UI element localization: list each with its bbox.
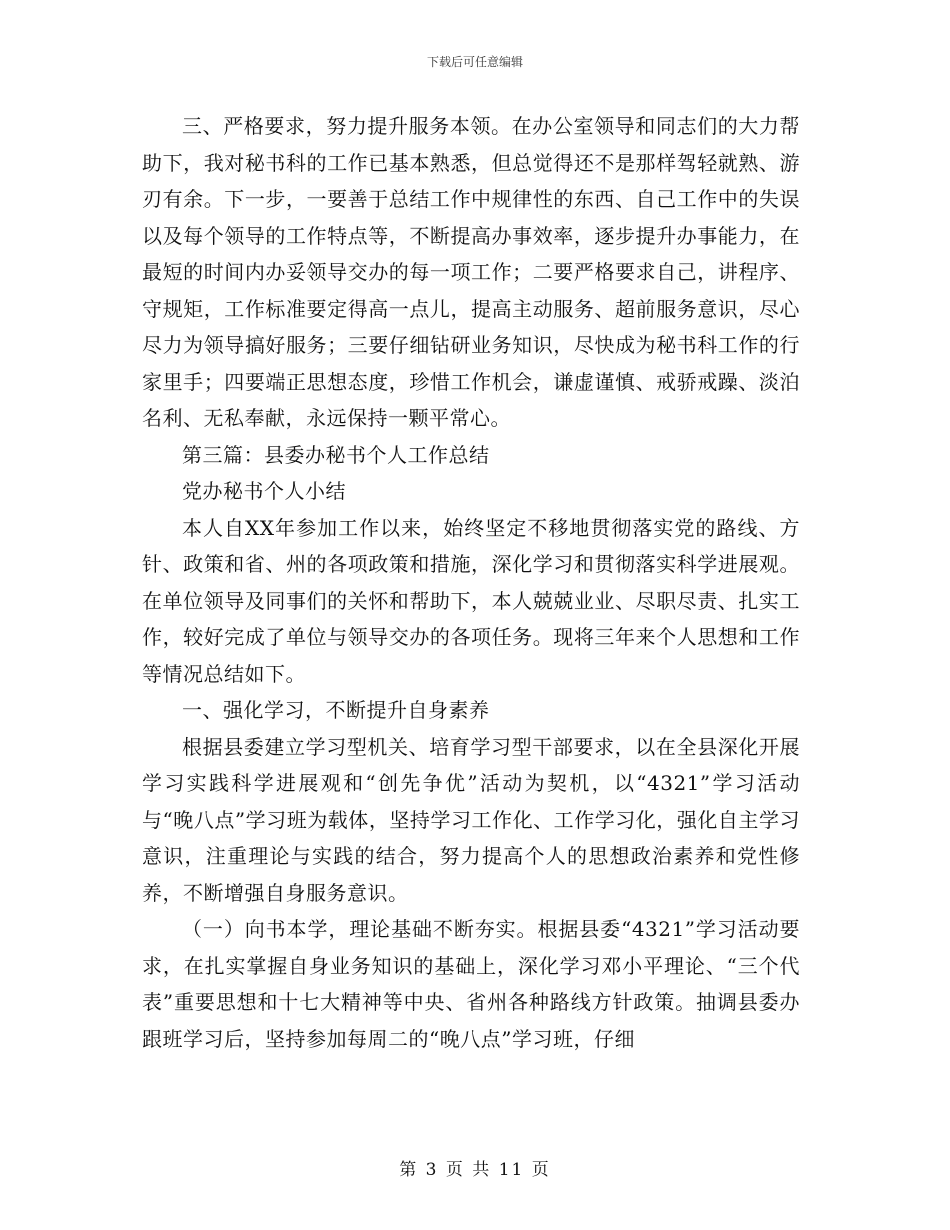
page-header-note: 下载后可任意编辑 [426, 55, 523, 69]
section-title-part-three: 第三篇：县委办秘书个人工作总结 [182, 442, 490, 467]
paragraph-introduction: 本人自XX年参加工作以来，始终坚定不移地贯彻落实党的路线、方针、政策和省、州的各项政策和措施，深化学习和贯彻落实科学进展观。在单位领导及同事们的关怀和帮助下，本人兢兢业业、尽职尽责、扎实工作，较好完成了单位与领导交办的各项任务。现将三年来个人思想和工作等情况总结如下。 [142, 515, 800, 686]
paragraph-serve-skills: 三、严格要求，努力提升服务本领。在办公室领导和同志们的大力帮助下，我对秘书科的工作已基本熟悉，但总觉得还不是那样驾轻就熟、游刃有余。下一步，一要善于总结工作中规律性的东西、自己工作中的失误以及每个领导的工作特点等，不断提高办事效率，逐步提升办事能力，在最短的时间内办妥领导交办的每一项工作；二要严格要求自己，讲程序、守规矩，工作标准要定得高一点儿，提高主动服务、超前服务意识，尽心尽力为领导搞好服务；三要仔细钻研业务知识，尽快成为秘书科工作的行家里手；四要端正思想态度，珍惜工作机会，谦虚谨慎、戒骄戒躁、淡泊名利、无私奉献，永远保持一颗平常心。 [142, 114, 800, 430]
page-number-footer: 第 3 页 共 11 页 [399, 1160, 551, 1180]
paragraph-learn-from-books: （一）向书本学，理论基础不断夯实。根据县委“4321”学习活动要求，在扎实掌握自身业务知识的基础上，深化学习邓小平理论、“三个代表”重要思想和十七大精神等中央、省州各种路线方针政策。抽调县委办跟班学习后，坚持参加每周二的“晚八点”学习班，仔细 [142, 917, 800, 1051]
document-body [142, 108, 800, 1057]
subtitle-personal-summary: 党办秘书个人小结 [182, 479, 346, 503]
heading-strengthen-learning: 一、强化学习，不断提升自身素养 [182, 698, 490, 722]
paragraph-learning-approach: 根据县委建立学习型机关、培育学习型干部要求，以在全县深化开展学习实践科学进展观和“创先争优”活动为契机，以“4321”学习活动与“晚八点”学习班为载体，坚持学习工作化、工作学习化，强化自主学习意识，注重理论与实践的结合，努力提高个人的思想政治素养和党性修养，不断增强自身服务意识。 [142, 734, 800, 905]
